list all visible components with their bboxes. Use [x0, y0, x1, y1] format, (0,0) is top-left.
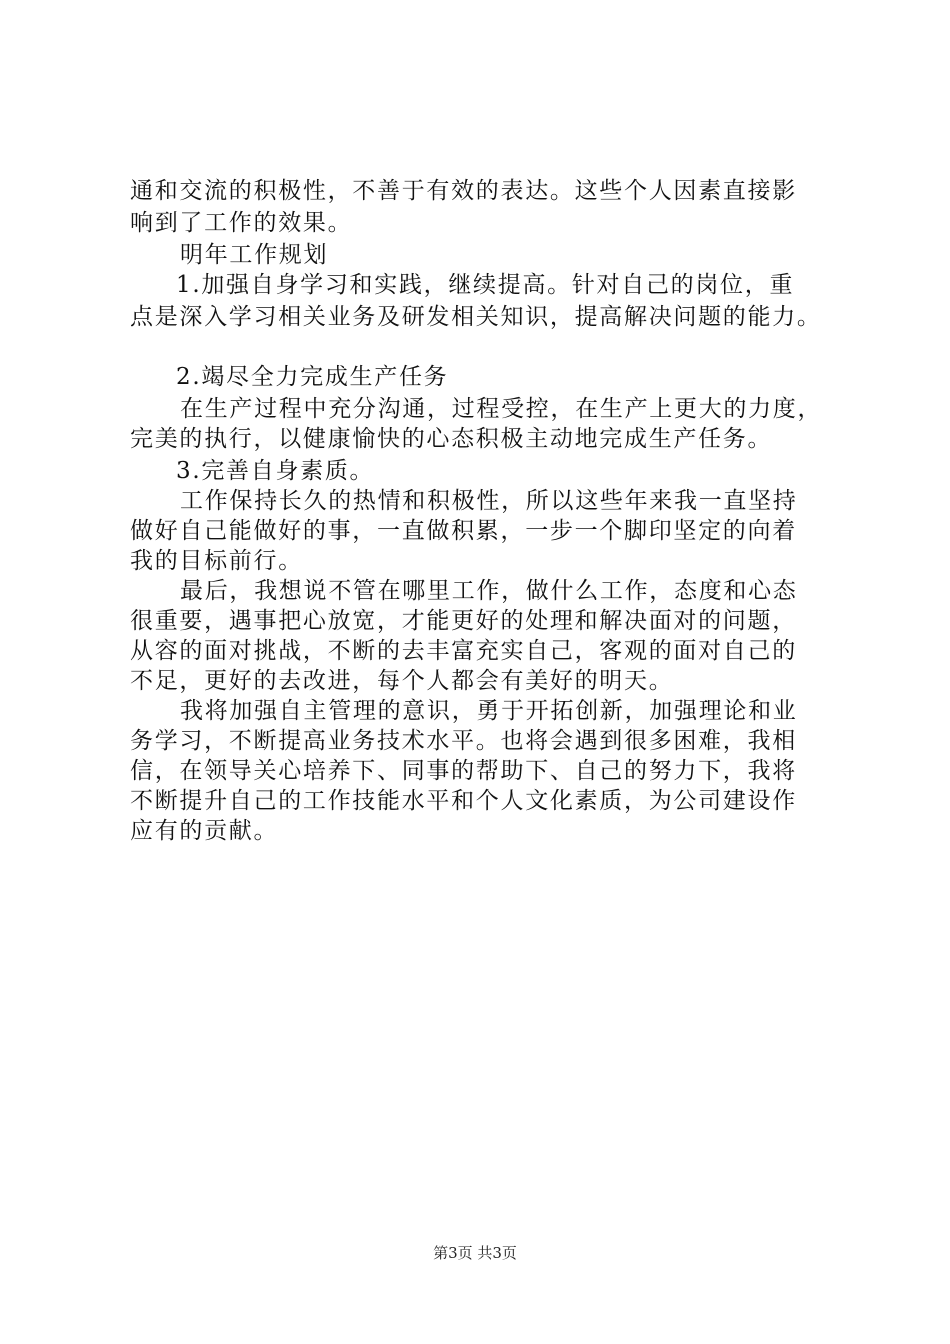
text-line: 我的目标前行。	[130, 548, 303, 574]
text-line: 我将加强自主管理的意识，勇于开拓创新，加强理论和业	[180, 698, 798, 724]
text-line: 从容的面对挑战，不断的去丰富充实自己，客观的面对自己的	[130, 638, 797, 664]
text-line: 3.完善自身素质。	[176, 458, 375, 484]
text-line: 务学习，不断提高业务技术水平。也将会遇到很多困难，我相	[130, 728, 797, 754]
text-line: 工作保持长久的热情和积极性，所以这些年来我一直坚持	[180, 488, 798, 514]
text-line: 最后，我想说不管在哪里工作，做什么工作，态度和心态	[180, 578, 798, 604]
text-line: 很重要，遇事把心放宽，才能更好的处理和解决面对的问题，	[130, 608, 797, 634]
text-line: 1.加强自身学习和实践，继续提高。针对自己的岗位，重	[176, 272, 795, 298]
text-line: 在生产过程中充分沟通，过程受控，在生产上更大的力度，	[180, 396, 823, 422]
text-line: 2.竭尽全力完成生产任务	[176, 364, 449, 390]
text-line: 完美的执行，以健康愉快的心态积极主动地完成生产任务。	[130, 426, 773, 452]
text-line: 做好自己能做好的事，一直做积累，一步一个脚印坚定的向着	[130, 518, 797, 544]
section-heading: 明年工作规划	[180, 242, 329, 268]
text-line: 应有的贡献。	[130, 818, 279, 844]
text-line: 响到了工作的效果。	[130, 210, 353, 236]
text-line: 通和交流的积极性，不善于有效的表达。这些个人因素直接影	[130, 178, 797, 204]
text-line: 信，在领导关心培养下、同事的帮助下、自己的努力下，我将	[130, 758, 797, 784]
text-line: 不足，更好的去改进，每个人都会有美好的明天。	[130, 668, 674, 694]
text-line: 不断提升自己的工作技能水平和个人文化素质，为公司建设作	[130, 788, 797, 814]
page-number-footer: 第3页 共3页	[433, 1244, 517, 1262]
text-line: 点是深入学习相关业务及研发相关知识，提高解决问题的能力。	[130, 304, 822, 330]
